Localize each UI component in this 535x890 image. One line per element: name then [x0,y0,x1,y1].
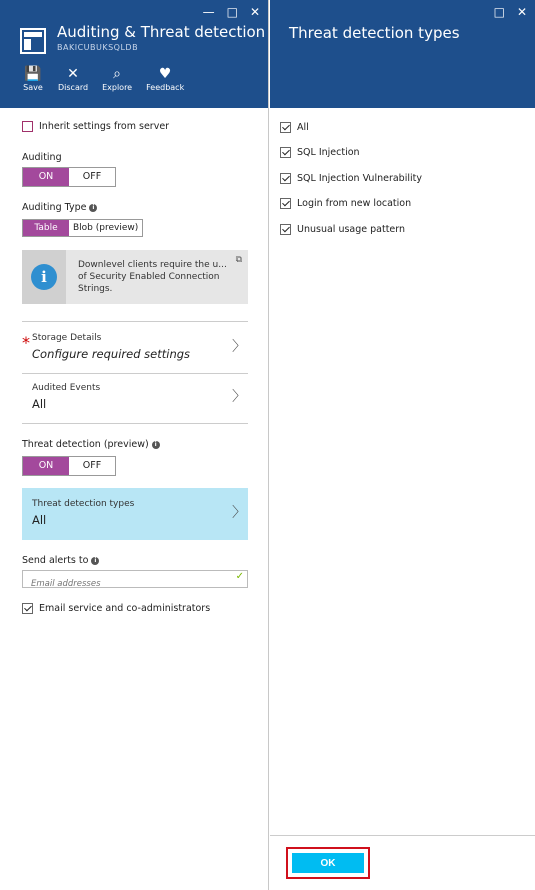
window-controls [494,5,527,19]
threat-on-option[interactable]: ON [23,457,69,475]
feedback-label: Feedback [146,83,185,92]
heart-icon: ♥ [158,66,172,82]
info-icon[interactable]: i [152,441,160,449]
audited-events-value: All [32,397,47,411]
option-sql-injection-label: SQL Injection [297,147,360,158]
storage-details-value: Configure required settings [32,347,191,361]
threat-types-blade-header [270,0,535,108]
info-block [22,250,66,304]
auditing-on-option[interactable]: ON [23,168,69,186]
minimize-icon[interactable]: — [202,5,215,19]
ok-highlight-frame [286,847,370,879]
option-sql-injection[interactable] [280,147,360,158]
explore-label: Explore [102,83,133,92]
feedback-button[interactable] [146,66,184,92]
search-icon: ⌕ [113,66,122,82]
option-login-new-location[interactable] [280,198,411,209]
threat-types-blade [270,0,535,890]
option-login-label: Login from new location [297,198,412,209]
explore-button[interactable] [102,66,132,92]
email-admins-checkbox-box[interactable] [22,603,33,614]
auditing-blade-header [0,0,268,108]
email-admins-checkbox[interactable] [22,603,210,614]
discard-button[interactable] [58,66,88,92]
command-bar [22,66,184,92]
close-icon[interactable]: ✕ [249,5,260,19]
chevron-right-icon: 〉 [232,389,246,405]
ok-button[interactable]: OK [292,853,364,873]
required-marker: * [22,333,30,352]
threat-types-label: Threat detection types [32,499,135,509]
blade-subtitle: BAKICUBUKSQLDB [57,43,139,52]
option-unusual-usage[interactable] [280,224,405,235]
blade-title: Auditing & Threat detection [57,23,266,41]
external-link-icon[interactable]: ⧉ [235,255,242,265]
option-unusual-checkbox[interactable] [280,224,291,235]
audited-events-row[interactable] [22,373,248,424]
threat-detection-heading [22,439,160,450]
discard-label: Discard [58,83,89,92]
close-icon[interactable]: ✕ [516,5,527,19]
type-table-option[interactable]: Table [23,220,69,236]
option-sql-vuln-label: SQL Injection Vulnerability [297,173,422,184]
auditing-off-option[interactable]: OFF [82,171,102,182]
option-all[interactable] [280,122,309,133]
info-icon[interactable]: i [91,557,99,565]
option-unusual-label: Unusual usage pattern [297,224,406,235]
threat-detection-label: Threat detection (preview) [22,439,149,450]
option-all-checkbox[interactable] [280,122,291,133]
downlevel-info-box[interactable] [22,250,248,304]
option-sql-vuln-checkbox[interactable] [280,173,291,184]
option-login-checkbox[interactable] [280,198,291,209]
option-all-label: All [297,122,309,133]
footer-divider [270,835,535,836]
send-alerts-heading [22,555,99,566]
save-button[interactable] [22,66,44,92]
threat-detection-toggle[interactable] [22,456,116,476]
maximize-icon[interactable]: □ [493,5,505,19]
database-blade-icon [20,28,46,54]
option-sql-injection-vulnerability[interactable] [280,173,422,184]
audited-events-label: Audited Events [32,383,101,393]
maximize-icon[interactable]: □ [226,5,238,19]
threat-detection-types-row[interactable] [22,488,248,540]
auditing-label: Auditing [22,152,62,163]
email-admins-label: Email service and co-administrators [39,603,211,614]
inherit-label: Inherit settings from server [39,121,170,132]
save-icon: 💾 [24,66,42,82]
chevron-right-icon: 〉 [232,339,246,355]
inherit-settings-checkbox[interactable] [22,121,169,132]
type-blob-option[interactable]: Blob (preview) [73,223,139,233]
threat-types-value: All [32,513,47,527]
save-label: Save [23,83,43,92]
auditing-type-heading [22,202,97,213]
info-text: Downlevel clients require the u... of Security Enabled Connection Strings. [78,260,227,294]
window-controls [203,5,260,19]
chevron-right-icon: 〉 [232,505,246,521]
auditing-toggle[interactable] [22,167,116,187]
valid-check-icon: ✓ [235,571,244,582]
storage-details-label: Storage Details [32,333,102,343]
email-addresses-field[interactable] [22,570,248,588]
auditing-type-label: Auditing Type [22,202,87,213]
option-sql-injection-checkbox[interactable] [280,147,291,158]
email-addresses-input[interactable] [23,577,239,591]
auditing-type-selector[interactable] [22,219,143,237]
discard-icon: ✕ [67,66,79,82]
inherit-checkbox-box[interactable] [22,121,33,132]
info-icon[interactable]: i [89,204,97,212]
blade-title: Threat detection types [289,24,460,42]
info-circle-icon: i [31,264,57,290]
threat-off-option[interactable]: OFF [82,460,102,471]
storage-details-row[interactable] [22,321,248,374]
send-alerts-label: Send alerts to [22,555,89,566]
